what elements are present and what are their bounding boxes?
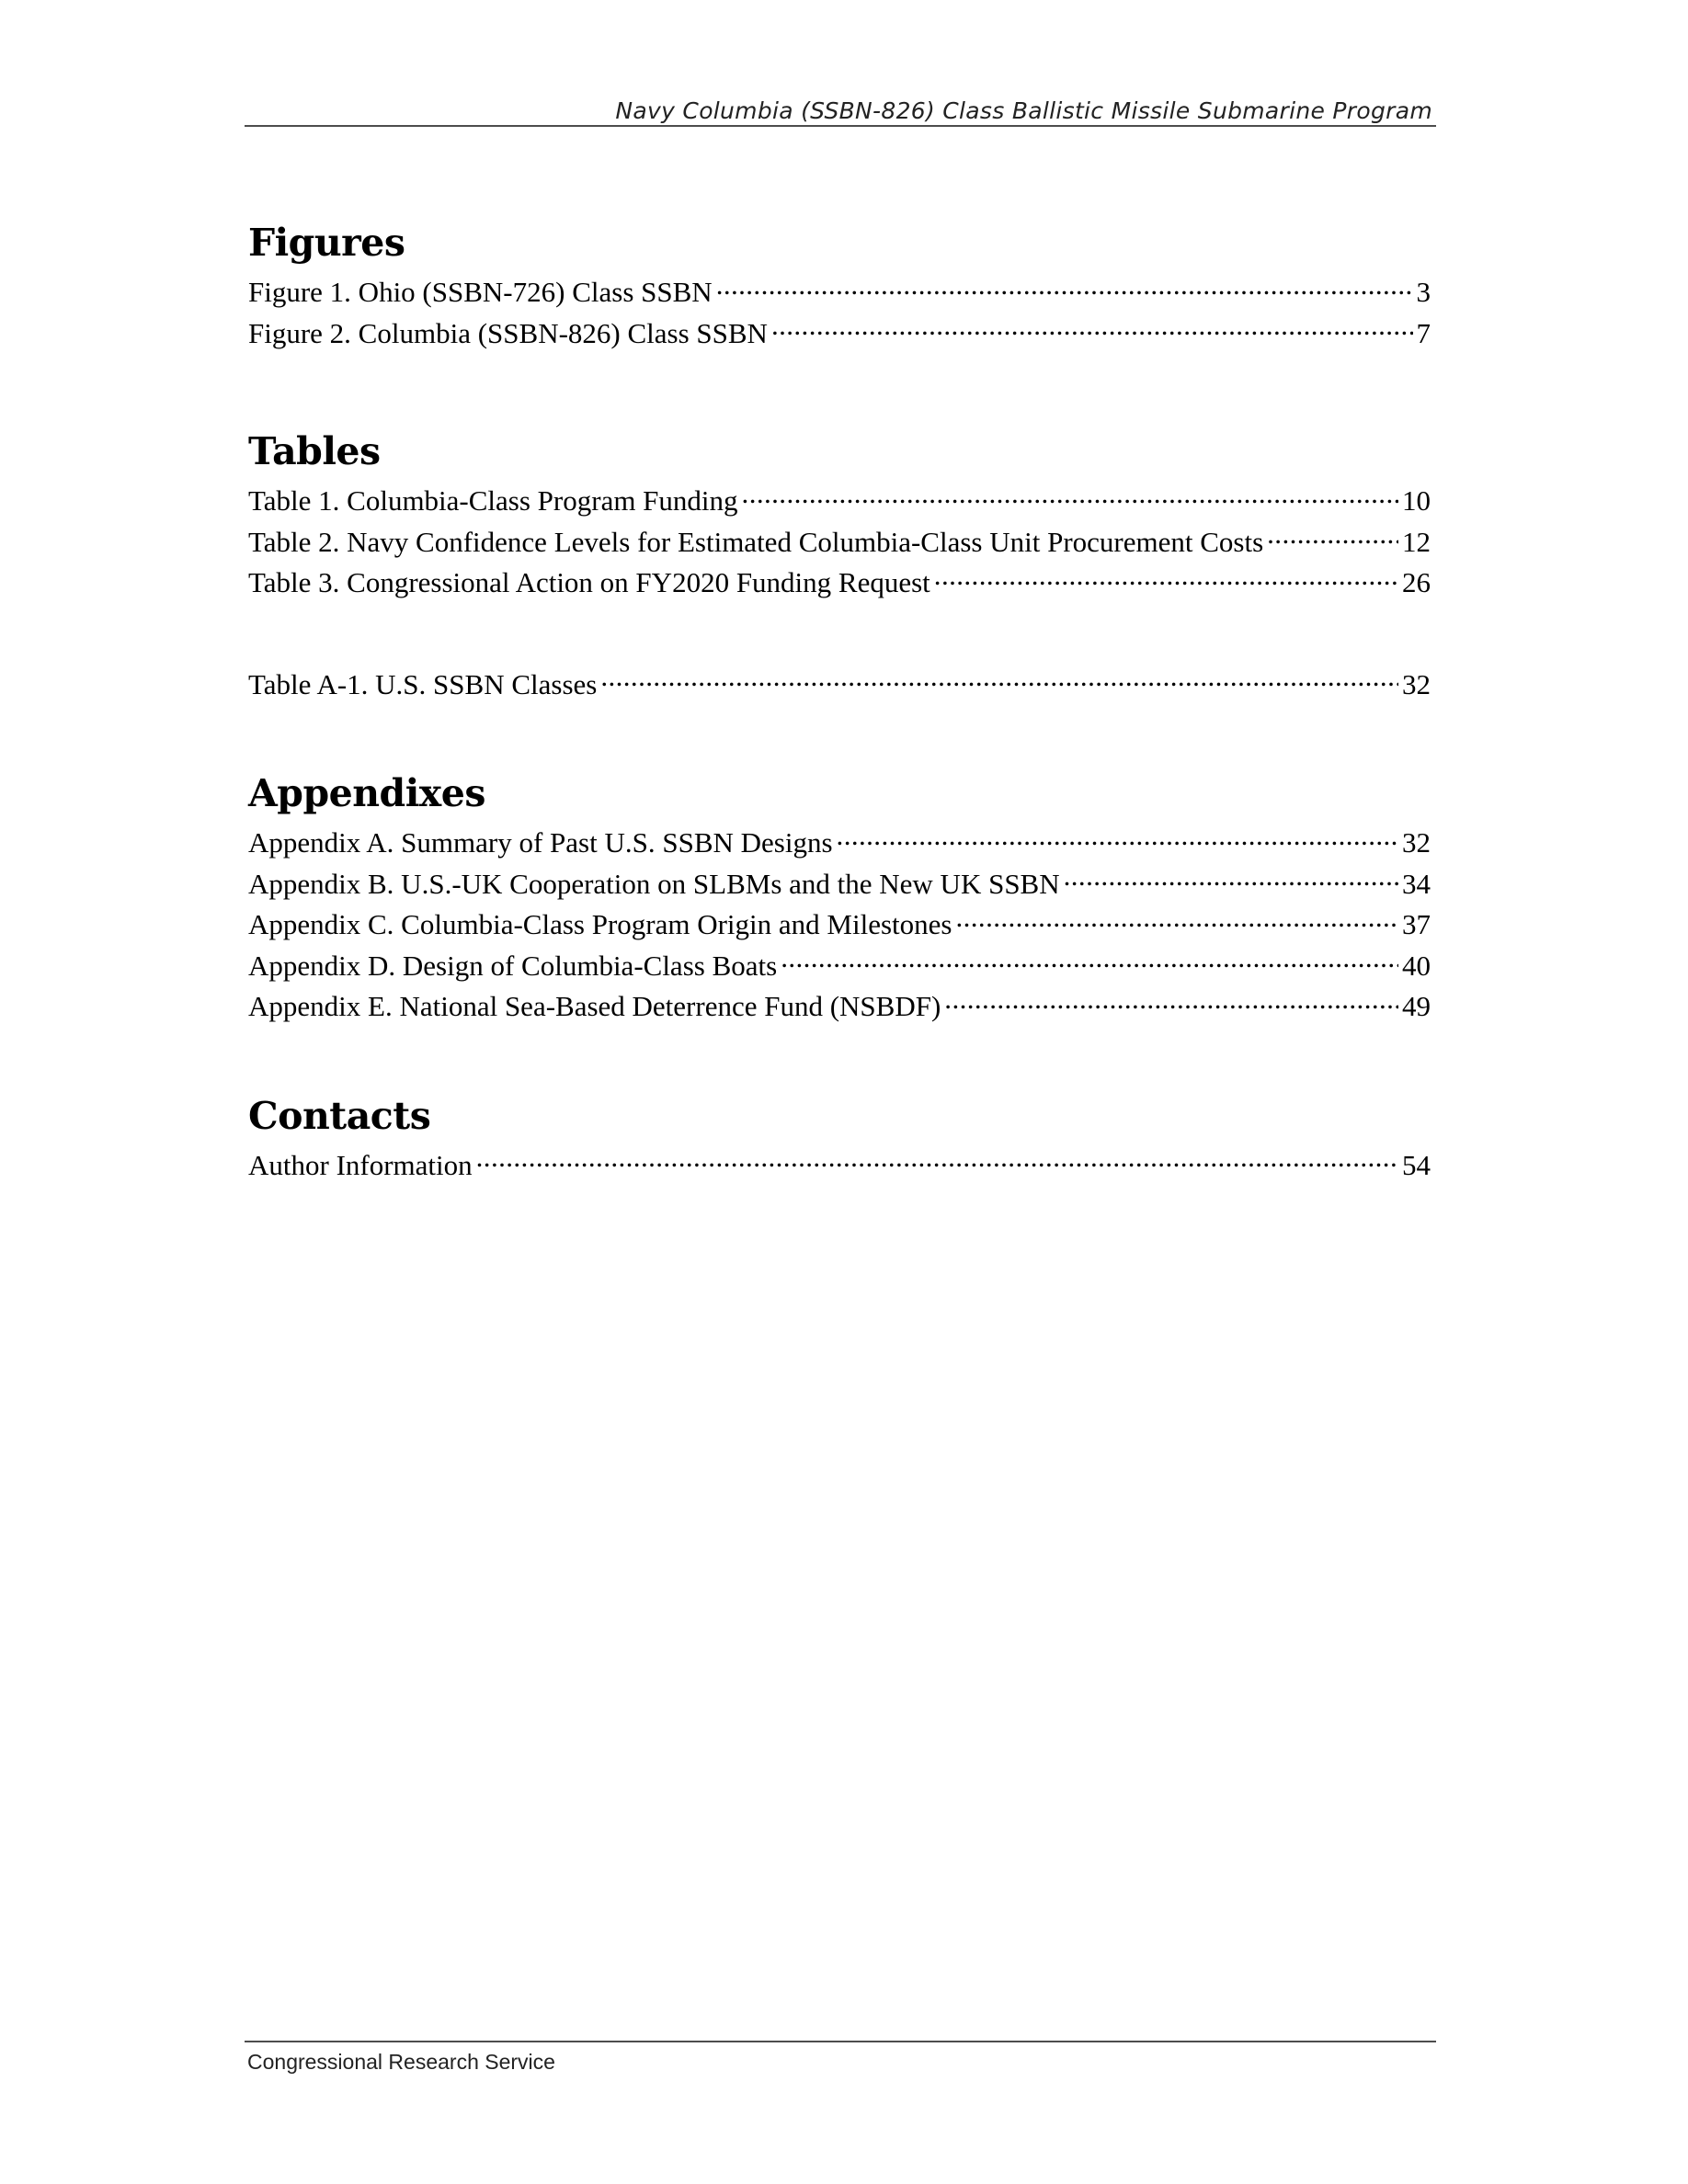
- running-title: Navy Columbia (SSBN-826) Class Ballistic Missile Submarine Program: [615, 97, 1432, 124]
- section-heading-tables: Tables: [248, 429, 381, 473]
- toc-page-number: 32: [1402, 667, 1431, 700]
- dot-leader: [771, 314, 1413, 343]
- toc-entry-table-3[interactable]: [248, 563, 1431, 604]
- toc-entry-label: Appendix E. National Sea-Based Deterrence Fund (NSBDF): [248, 990, 941, 1022]
- dot-leader: [1267, 523, 1398, 552]
- page-header: [245, 96, 1436, 127]
- toc-entry-label: Table 2. Navy Confidence Levels for Estimated Columbia-Class Unit Procurement Costs: [248, 525, 1264, 558]
- toc-entry-label: Table 1. Columbia-Class Program Funding: [248, 484, 738, 517]
- dot-leader: [934, 563, 1398, 592]
- toc-entry-label: Appendix B. U.S.-UK Cooperation on SLBMs and the New UK SSBN: [248, 867, 1060, 900]
- toc-entry-figure-1[interactable]: [248, 272, 1431, 313]
- toc-entry-appendix-a[interactable]: [248, 823, 1431, 864]
- toc-entry-label: Appendix A. Summary of Past U.S. SSBN Designs: [248, 826, 833, 859]
- page-footer: [245, 2041, 1436, 2074]
- toc-page-number: 26: [1402, 566, 1431, 598]
- toc-entry-figure-2[interactable]: [248, 313, 1431, 355]
- dot-leader: [955, 905, 1398, 934]
- tables-section: [248, 429, 1431, 705]
- toc-page-number: 49: [1402, 990, 1431, 1022]
- toc-entry-label: Table A-1. U.S. SSBN Classes: [248, 667, 598, 700]
- figures-list: [248, 272, 1431, 354]
- appendixes-list: [248, 823, 1431, 1028]
- toc-entry-label: Figure 1. Ohio (SSBN-726) Class SSBN: [248, 276, 713, 308]
- dot-leader: [716, 273, 1413, 301]
- toc-entry-label: Table 3. Congressional Action on FY2020 Funding Request: [248, 566, 930, 598]
- toc-entry-label: Appendix D. Design of Columbia-Class Boats: [248, 949, 778, 982]
- table-of-contents: [248, 221, 1431, 1186]
- toc-entry-appendix-d[interactable]: [248, 946, 1431, 987]
- section-heading-contacts: Contacts: [248, 1093, 431, 1138]
- toc-entry-table-1[interactable]: [248, 481, 1431, 522]
- toc-page-number: 54: [1402, 1148, 1431, 1181]
- toc-entry-table-a-1[interactable]: [248, 665, 1431, 706]
- appendixes-section: [248, 771, 1431, 1028]
- toc-entry-author-information[interactable]: [248, 1145, 1431, 1187]
- toc-entry-appendix-e[interactable]: [248, 986, 1431, 1028]
- dot-leader: [837, 824, 1398, 852]
- contacts-section: [248, 1094, 1431, 1187]
- toc-entry-appendix-b[interactable]: [248, 864, 1431, 905]
- appendix-tables-list: [248, 665, 1431, 706]
- toc-entry-label: Appendix C. Columbia-Class Program Origin and Milestones: [248, 908, 952, 940]
- dot-leader: [1064, 865, 1398, 893]
- toc-entry-label: Author Information: [248, 1148, 473, 1181]
- tables-list: [248, 481, 1431, 604]
- dot-leader: [944, 987, 1398, 1016]
- toc-entry-appendix-c[interactable]: [248, 904, 1431, 946]
- section-heading-figures: Figures: [248, 221, 405, 265]
- dot-leader: [742, 482, 1398, 510]
- dot-leader: [600, 665, 1398, 694]
- dot-leader: [781, 947, 1398, 975]
- toc-page-number: 34: [1402, 867, 1431, 900]
- toc-entry-table-2[interactable]: [248, 522, 1431, 563]
- toc-page-number: 12: [1402, 525, 1431, 558]
- footer-publisher: Congressional Research Service: [247, 2050, 555, 2074]
- section-heading-appendixes: Appendixes: [248, 771, 485, 815]
- dot-leader: [476, 1146, 1398, 1175]
- toc-page-number: 10: [1402, 484, 1431, 517]
- figures-section: [248, 221, 1431, 354]
- toc-page-number: 3: [1416, 276, 1431, 308]
- toc-entry-label: Figure 2. Columbia (SSBN-826) Class SSBN: [248, 316, 768, 349]
- toc-page-number: 40: [1402, 949, 1431, 982]
- toc-page-number: 7: [1416, 316, 1431, 349]
- toc-page-number: 37: [1402, 908, 1431, 940]
- contacts-list: [248, 1145, 1431, 1187]
- toc-page-number: 32: [1402, 826, 1431, 859]
